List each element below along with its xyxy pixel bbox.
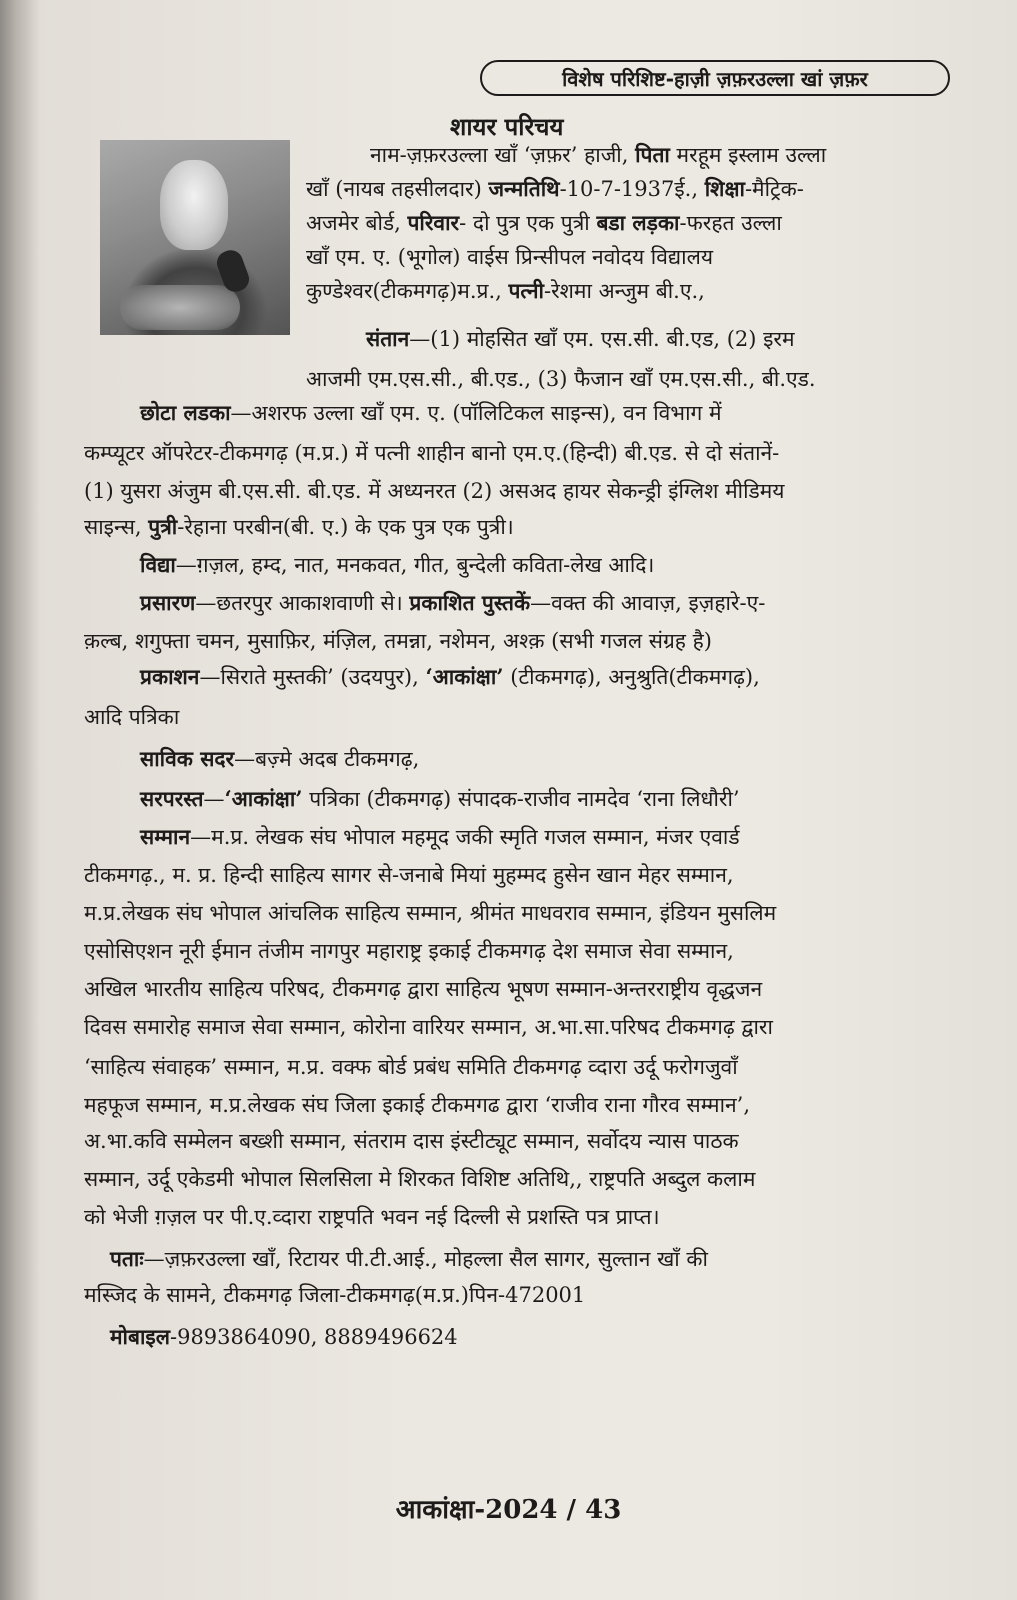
text-line bbox=[110, 1320, 458, 1354]
bold-label: परिवार bbox=[407, 210, 460, 235]
text-span: खाँ (नायब तहसीलदार) bbox=[306, 177, 489, 201]
bold-label: शिक्षा bbox=[704, 176, 745, 201]
text-span: —म.प्र. लेखक संघ भोपाल महमूद जकी स्मृति गजल सम्मान, मंजर एवार्ड bbox=[190, 825, 740, 849]
text-span: -10-7-1937ई., bbox=[559, 177, 705, 201]
text-span: को भेजी ग़ज़ल पर पी.ए.व्दारा राष्ट्रपति भवन नई दिल्ली से प्रशस्ति पत्र प्राप्त। bbox=[84, 1205, 660, 1229]
text-line bbox=[140, 742, 419, 776]
text-span: —ग़ज़ल, हम्द, नात, मनकवत, गीत, बुन्देली कविता-लेख आदि। bbox=[175, 553, 655, 577]
text-span: ‘साहित्य संवाहक’ सम्मान, म.प्र. वक्फ बोर्ड प्रबंध समिति टीकमगढ़ व्दारा उर्दू फरोगजुवाँ bbox=[84, 1055, 738, 1079]
text-line bbox=[84, 896, 776, 930]
text-span: दिवस समारोह समाज सेवा सम्मान, कोरोना वारियर सम्मान, अ.भा.सा.परिषद टीकमगढ़ द्वारा bbox=[84, 1015, 773, 1039]
page-footer: आकांक्षा-2024 / 43 bbox=[395, 1495, 622, 1525]
text-span: आदि पत्रिका bbox=[84, 705, 180, 729]
text-span: —बज़्मे अदब टीकमगढ़, bbox=[234, 747, 420, 771]
text-line bbox=[306, 240, 713, 274]
bold-label: सम्मान bbox=[140, 824, 191, 849]
text-span: एसोसिएशन नूरी ईमान तंजीम नागपुर महाराष्ट्र इकाई टीकमगढ़ देश समाज सेवा सम्मान, bbox=[84, 939, 734, 963]
bold-label: प्रकाशन bbox=[140, 664, 200, 689]
text-span: म.प्र.लेखक संघ भोपाल आंचलिक साहित्य सम्मान, श्रीमंत माधवराव सम्मान, इंडियन मुसलिम bbox=[84, 901, 777, 925]
text-span: (1) युसरा अंजुम बी.एस.सी. बी.एड. में अध्यनरत (2) असअद हायर सेकन्ड्री इंग्लिश मीडिमय bbox=[84, 479, 785, 503]
bold-label: संतान bbox=[366, 326, 410, 351]
text-line bbox=[84, 1124, 739, 1158]
text-line bbox=[370, 138, 826, 172]
text-span: -मैट्रिक- bbox=[744, 177, 804, 201]
text-span: —ज़फ़रउल्ला खाँ, रिटायर पी.टी.आई., मोहल्ला सैल सागर, सुल्तान खाँ की bbox=[143, 1247, 708, 1271]
text-span: -फरहत उल्ला bbox=[679, 211, 782, 235]
text-span: — bbox=[203, 787, 225, 811]
text-line bbox=[84, 700, 179, 734]
text-line bbox=[306, 274, 705, 308]
bold-label: प्रसारण bbox=[140, 590, 196, 615]
section-tab-label: विशेष परिशिष्ट-हाज़ी ज़फ़रउल्ला खां ज़फ़र bbox=[562, 66, 868, 91]
text-span: कम्प्यूटर ऑपरेटर-टीकमगढ़ (म.प्र.) में पत्नी शाहीन बानो एम.ए.(हिन्दी) बी.एड. से दो संतानें- bbox=[84, 441, 780, 465]
text-line bbox=[306, 362, 816, 396]
text-line bbox=[140, 586, 765, 620]
portrait-face bbox=[160, 160, 228, 250]
text-line bbox=[140, 820, 740, 854]
text-line bbox=[140, 548, 654, 582]
text-span: —छतरपुर आकाशवाणी से। bbox=[195, 591, 410, 615]
text-span: नाम-ज़फ़रउल्ला खाँ ‘ज़फ़र’ हाजी, bbox=[370, 143, 636, 167]
text-line bbox=[84, 972, 762, 1006]
bold-label: पत्नी bbox=[508, 278, 544, 303]
text-line bbox=[306, 206, 782, 240]
text-line bbox=[84, 1050, 738, 1084]
text-span: साइन्स, bbox=[84, 515, 149, 539]
text-span: आजमी एम.एस.सी., बी.एड., (3) फैजान खाँ एम.एस.सी., बी.एड. bbox=[306, 367, 816, 391]
text-line bbox=[84, 1162, 755, 1196]
text-span: खाँ एम. ए. (भूगोल) वाईस प्रिन्सीपल नवोदय विद्यालय bbox=[306, 245, 714, 269]
text-line bbox=[140, 782, 740, 816]
text-span: कुण्डेश्वर(टीकमगढ़)म.प्र., bbox=[306, 279, 509, 303]
text-line bbox=[84, 934, 734, 968]
text-line bbox=[140, 660, 760, 694]
text-span: —सिराते मुस्तकी’ (उदयपुर), bbox=[199, 665, 426, 689]
bold-label: मोबाइल bbox=[110, 1324, 170, 1349]
text-span: क़ल्ब, शगुफ्ता चमन, मुसाफ़िर, मंज़िल, तमन्ना, नशेमन, अश्क़ (सभी गजल संग्रह है) bbox=[84, 629, 712, 653]
text-span: महफूज सम्मान, म.प्र.लेखक संघ जिला इकाई टीकमगढ द्वारा ‘राजीव राना गौरव सम्मान’, bbox=[84, 1093, 751, 1117]
text-span: —वक्त की आवाज़, इज़हारे-ए- bbox=[530, 591, 766, 615]
bold-label: सरपरस्त bbox=[140, 786, 204, 811]
text-span: मरहूम इस्लाम उल्ला bbox=[669, 143, 827, 167]
text-span: -9893864090, 8889496624 bbox=[169, 1325, 458, 1349]
text-span: अजमेर बोर्ड, bbox=[306, 211, 408, 235]
text-line bbox=[84, 624, 712, 658]
text-line bbox=[84, 436, 779, 470]
text-span: -रेहाना परबीन(बी. ए.) के एक पुत्र एक पुत्री। bbox=[177, 515, 514, 539]
text-line bbox=[140, 396, 722, 430]
bold-label: ‘आकांक्षा’ bbox=[224, 786, 303, 811]
page-gutter-shadow bbox=[0, 0, 40, 1600]
text-span: (टीकमगढ़), अनुश्रुति(टीकमगढ़), bbox=[503, 665, 760, 689]
text-line bbox=[110, 1242, 708, 1276]
text-line bbox=[84, 474, 785, 508]
text-span: - दो पुत्र एक पुत्री bbox=[459, 211, 597, 235]
text-line bbox=[84, 1088, 750, 1122]
text-span: अ.भा.कवि सम्मेलन बख्शी सम्मान, संतराम दास इंस्टीट्यूट सम्मान, सर्वोदय न्यास पाठक bbox=[84, 1129, 739, 1153]
text-span: टीकमगढ़., म. प्र. हिन्दी साहित्य सागर से-जनाबे मियां मुहम्मद हुसेन खान मेहर सम्मान, bbox=[84, 863, 734, 887]
section-tab bbox=[480, 60, 950, 96]
bold-label: पताः bbox=[110, 1246, 144, 1271]
bold-label: पिता bbox=[635, 142, 670, 167]
text-span: सम्मान, उर्दू एकेडमी भोपाल सिलसिला मे शिरकत विशिष्ट अतिथि,, राष्ट्रपति अब्दुल कलाम bbox=[84, 1167, 756, 1191]
bold-label: जन्मतिथि bbox=[488, 176, 560, 201]
text-line bbox=[84, 858, 734, 892]
text-span: पत्रिका (टीकमगढ़) संपादक-राजीव नामदेव ‘राना लिधौरी’ bbox=[302, 787, 740, 811]
text-span: -रेशमा अन्जुम बी.ए., bbox=[543, 279, 705, 303]
bold-label: छोटा लडका bbox=[140, 400, 231, 425]
text-line bbox=[84, 1200, 660, 1234]
text-line bbox=[366, 322, 795, 356]
bold-label: विद्या bbox=[140, 552, 176, 577]
page-heading: शायर परिचय bbox=[450, 113, 564, 141]
poet-portrait-photo bbox=[100, 140, 290, 335]
text-line bbox=[84, 510, 514, 544]
bold-label: पुत्री bbox=[148, 514, 178, 539]
bold-label: बडा लड़का bbox=[596, 210, 680, 235]
text-span: मस्जिद के सामने, टीकमगढ़ जिला-टीकमगढ़(म.प्र.)पिन-472001 bbox=[84, 1283, 586, 1307]
portrait-hands bbox=[120, 285, 240, 330]
text-span: —(1) मोहसित खाँ एम. एस.सी. बी.एड, (2) इरम bbox=[409, 327, 795, 351]
bold-label: प्रकाशित पुस्तकें bbox=[409, 590, 531, 615]
bold-label: ‘आकांक्षा’ bbox=[425, 664, 504, 689]
text-line bbox=[84, 1278, 585, 1312]
text-span: अखिल भारतीय साहित्य परिषद, टीकमगढ़ द्वारा साहित्य भूषण सम्मान-अन्तरराष्ट्रीय वृद्धजन bbox=[84, 977, 763, 1001]
bold-label: साविक सदर bbox=[140, 746, 235, 771]
text-span: —अशरफ उल्ला खाँ एम. ए. (पॉलिटिकल साइन्स), वन विभाग में bbox=[230, 401, 722, 425]
text-line bbox=[306, 172, 804, 206]
text-line bbox=[84, 1010, 773, 1044]
